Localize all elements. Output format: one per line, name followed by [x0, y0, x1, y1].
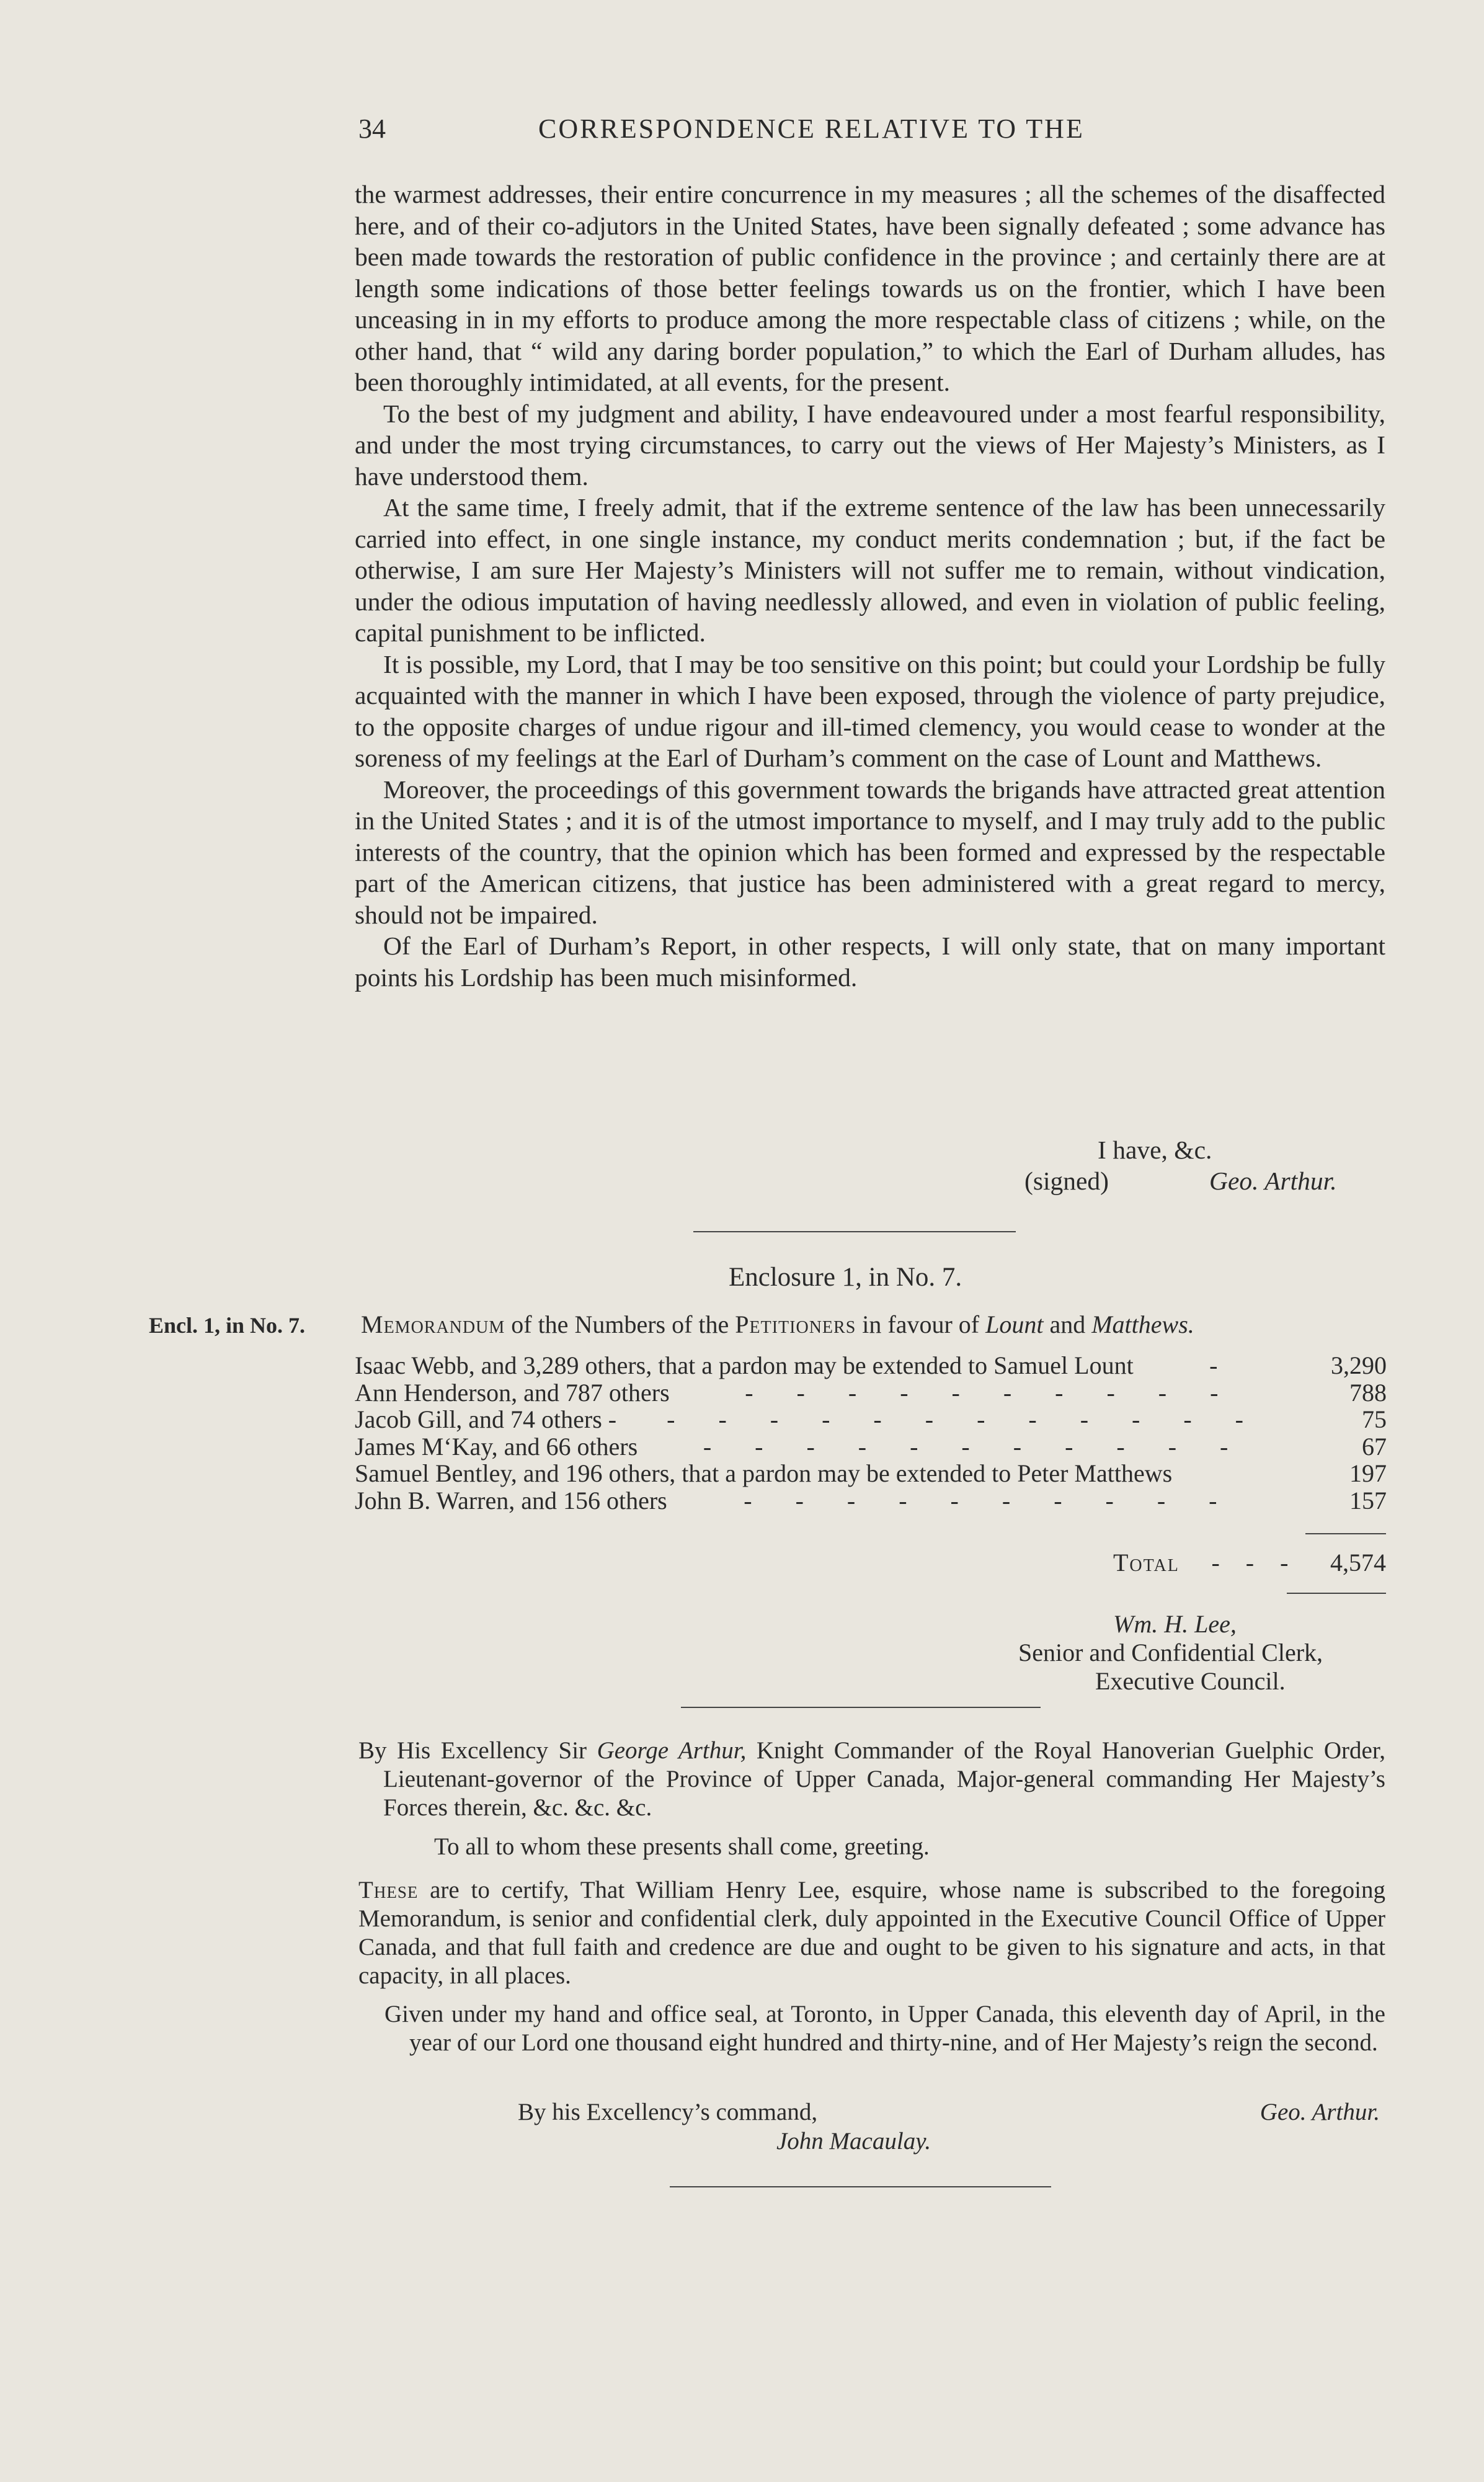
leader-dashes: - - - — [1211, 1549, 1299, 1577]
memo-name: Matthews. — [1091, 1310, 1194, 1338]
memo-name: Lount — [985, 1310, 1044, 1338]
petition-name: Ann Henderson, and 787 others — [355, 1378, 670, 1407]
these-label: These — [358, 1877, 419, 1903]
paragraph: To the best of my judgment and ability, I have endeavoured under a most fearful responsibility, and under the most trying circumstances, to carry out the views of Her Majesty’s Ministers, as I have understood them. — [355, 399, 1385, 491]
signer-name: Geo. Arthur. — [1209, 1167, 1337, 1195]
paragraph: Moreover, the proceedings of this government towards the brigands have attracted great attention in the United States ; and it is of the utmost importance to myself, and I may truly add to the public interests of the country, that the opinion which has been formed and expressed by the respectable part of the American citizens, that justice has been administered with a great regard to mercy, should not be impaired. — [355, 775, 1385, 929]
governor-signature: Geo. Arthur. — [1260, 2099, 1380, 2125]
signed-label: (signed) — [1024, 1167, 1109, 1195]
secretary-signature: John Macaulay. — [776, 2128, 931, 2155]
clerk-name: Wm. H. Lee, — [1113, 1610, 1237, 1638]
table-row — [355, 1432, 1387, 1459]
petition-name: Jacob Gill, and 74 others - — [355, 1405, 617, 1433]
certification-paragraph — [358, 1876, 1385, 1990]
certify-text: are to certify, That William Henry Lee, esquire, whose name is subscribed to the foregoing Memorandum, is senior and confidential clerk, duly appointed in the Executive Council Office of Upper Canada, and that full faith and credence are due and ought to be given to his signature and acts, in that capacity, in all places. — [358, 1877, 1385, 1989]
given-paragraph — [358, 2000, 1385, 2057]
petition-count: 197 — [1349, 1459, 1387, 1487]
total-value: 4,574 — [1330, 1549, 1386, 1577]
memorandum-label: Memorandum — [361, 1310, 505, 1338]
letter-body — [355, 179, 1385, 993]
enclosure-heading: Enclosure 1, in No. 7. — [729, 1263, 962, 1292]
leader-dashes: - - - - - - - - - - — [745, 1378, 1237, 1407]
leader-dashes: - - - - - - - - - - — [744, 1486, 1236, 1515]
paragraph: the warmest addresses, their entire concurrence in my measures ; all the schemes of the disaffected here, and of their co-adjutors in the United States, have been signally defeated ; some advance has been made towards the restoration of public confidence in the province ; and certainly there are at length some indications of those better feelings towards us on the frontier, which I have been unceasing in in my efforts to produce among the more respectable class of citizens ; while, on the other hand, that “ wild any daring border population,” to which the Earl of Durham alludes, has been thoroughly intimidated, at all events, for the present. — [355, 180, 1385, 396]
petition-count: 3,290 — [1331, 1351, 1387, 1379]
petition-count: 788 — [1349, 1378, 1387, 1407]
memorandum-title — [361, 1310, 1194, 1339]
table-row — [355, 1378, 1387, 1405]
paragraph: It is possible, my Lord, that I may be too sensitive on this point; but could your Lordship be fully acquainted with the manner in which I have been exposed, through the violence of party prejudice, to the opposite charges of undue rigour and ill-timed clemency, you would cease to wonder at the soreness of my feelings at the Earl of Durham’s comment on the case of Lount and Matthews. — [355, 649, 1385, 772]
petition-count: 157 — [1349, 1486, 1387, 1515]
sum-rule — [1305, 1533, 1386, 1534]
memo-text: in favour of — [856, 1310, 986, 1338]
table-row — [355, 1459, 1387, 1486]
petitioners-label: Petitioners — [735, 1310, 856, 1338]
running-title: CORRESPONDENCE RELATIVE TO THE — [538, 113, 1085, 144]
closing-line: I have, &c. — [1098, 1136, 1212, 1164]
memo-text: and — [1043, 1310, 1092, 1338]
page-number: 34 — [358, 113, 386, 144]
preamble-text: By His Excellency Sir — [358, 1737, 597, 1764]
petition-name: Samuel Bentley, and 196 others, that a pardon may be extended to Peter Matthews — [355, 1459, 1173, 1487]
leader-dashes: - — [1209, 1351, 1237, 1379]
petition-count: 67 — [1362, 1432, 1387, 1461]
petition-name: John B. Warren, and 156 others — [355, 1486, 667, 1515]
certificate-preamble — [358, 1737, 1385, 1822]
petition-name: James M‘Kay, and 66 others — [355, 1432, 638, 1461]
petition-count: 75 — [1362, 1405, 1387, 1433]
greeting: To all to whom these presents shall come, greeting. — [434, 1833, 930, 1860]
given-text: Given under my hand and office seal, at Toronto, in Upper Canada, this eleventh day of April, in the year of our Lord one thousand eight hundred and thirty-nine, and of Her Majesty’s reign the second. — [384, 2001, 1385, 2056]
total-row — [1113, 1548, 1386, 1577]
sum-rule — [1287, 1593, 1386, 1594]
section-divider — [681, 1707, 1041, 1708]
table-row — [355, 1405, 1387, 1432]
clerk-title: Senior and Confidential Clerk, — [1018, 1639, 1323, 1666]
certify-text — [358, 1876, 1385, 1990]
paragraph: Of the Earl of Durham’s Report, in other respects, I will only state, that on many important points his Lordship has been much misinformed. — [355, 932, 1385, 992]
paragraph: At the same time, I freely admit, that if the extreme sentence of the law has been unnecessarily carried into effect, in one single instance, my conduct merits condemnation ; but, if the fact be otherwise, I am sure Her Majesty’s Ministers will not suffer me to remain, without vindication, under the odious imputation of having needlessly allowed, and even in violation of public feeling, capital punishment to be inflicted. — [355, 493, 1385, 647]
petition-name: Isaac Webb, and 3,289 others, that a pardon may be extended to Samuel Lount — [355, 1351, 1134, 1379]
leader-dashes: - - - - - - - - - - - - — [667, 1405, 1262, 1433]
preamble-text — [358, 1737, 1385, 1822]
total-label: Total — [1113, 1549, 1180, 1577]
page-header — [358, 113, 1382, 150]
table-row — [355, 1486, 1387, 1513]
clerk-office: Executive Council. — [1095, 1667, 1286, 1695]
margin-note: Encl. 1, in No. 7. — [149, 1313, 306, 1338]
by-command: By his Excellency’s command, — [518, 2099, 818, 2125]
section-divider — [670, 2186, 1051, 2187]
preamble-text: Knight Commander of the Royal Hanoverian Guelphic Order, Lieutenant-governor of the Province of Upper Canada, Major-general commanding Her Majesty’s Forces therein, &c. &c. &c. — [383, 1737, 1386, 1821]
leader-dashes: - - - - - - - - - - - — [703, 1432, 1247, 1461]
petition-table — [355, 1351, 1387, 1513]
memo-text: of the Numbers of the — [505, 1310, 735, 1338]
table-row — [355, 1351, 1387, 1378]
section-divider — [693, 1231, 1016, 1232]
governor-name: George Arthur, — [597, 1737, 747, 1764]
